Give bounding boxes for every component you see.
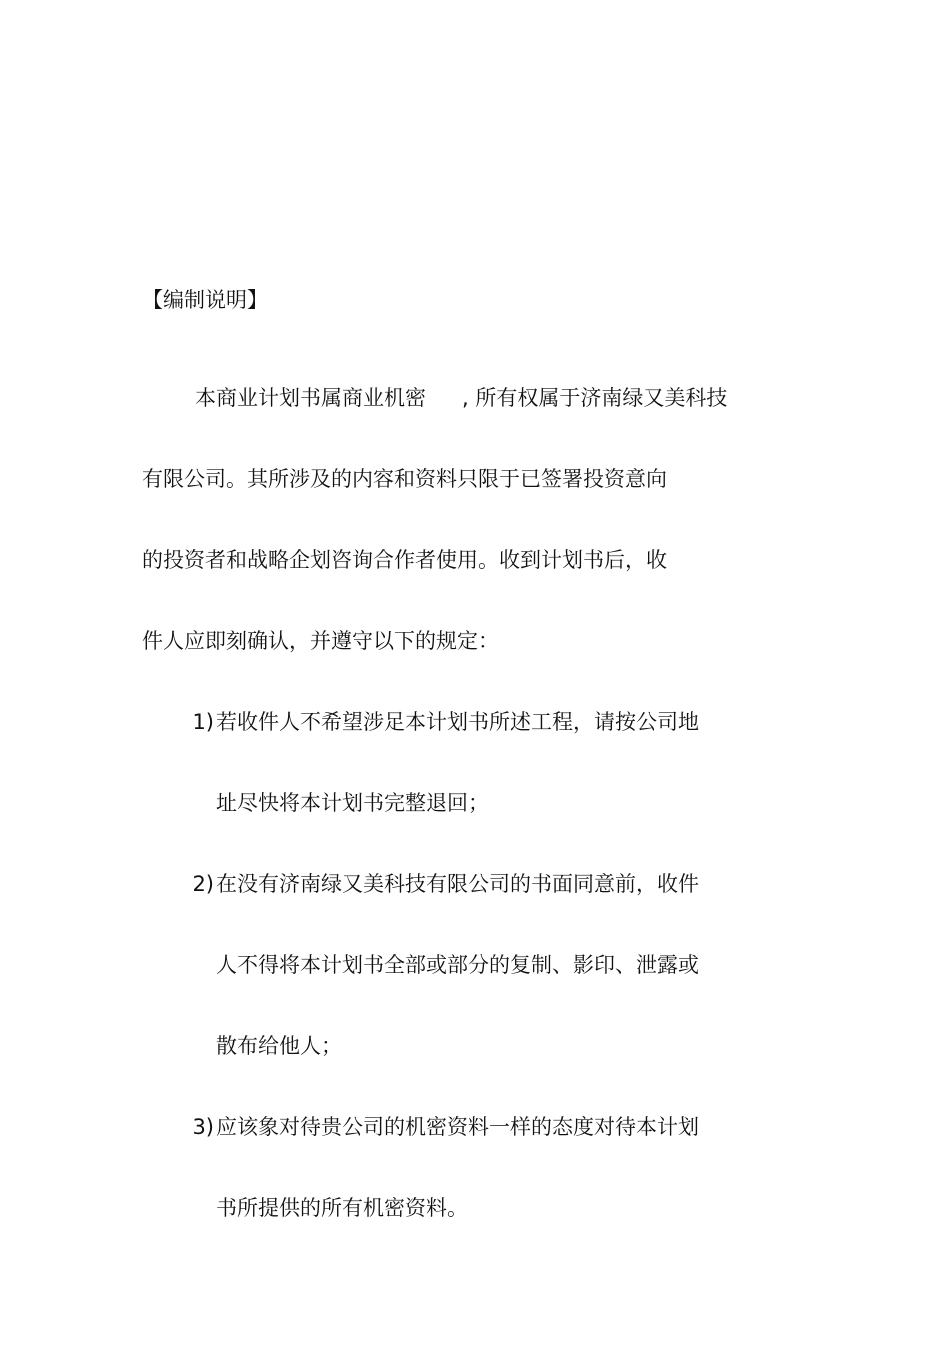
list-item-2-text-1: 在没有济南绿又美科技有限公司的书面同意前，收件	[216, 872, 699, 896]
intro-line-3: 的投资者和战略企划咨询合作者使用。收到计划书后，收	[142, 548, 667, 572]
list-item-2-line-1	[188, 870, 699, 898]
list-item-2-number: 2)	[192, 872, 214, 896]
list-item-2-line-2: 人不得将本计划书全部或部分的复制、影印、泄露或	[216, 953, 699, 977]
intro-line-1-part-2: , 所有权属于济南绿又美科技	[462, 386, 728, 410]
list-item-3-line-2: 书所提供的所有机密资料。	[216, 1196, 468, 1220]
list-item-1-line-2: 址尽快将本计划书完整退回；	[216, 791, 489, 815]
list-item-1-number: 1)	[192, 710, 214, 734]
list-item-2-line-3: 散布给他人；	[216, 1034, 342, 1058]
list-item-1-text-1: 若收件人不希望涉足本计划书所述工程，请按公司地	[216, 710, 699, 734]
intro-line-4: 件人应即刻确认，并遵守以下的规定：	[142, 629, 499, 653]
intro-line-1-part-1: 本商业计划书属商业机密	[195, 386, 426, 410]
list-item-3-line-1	[188, 1113, 699, 1141]
list-item-3-number: 3)	[192, 1115, 214, 1139]
intro-line-2: 有限公司。其所涉及的内容和资料只限于已签署投资意向	[142, 467, 667, 491]
section-heading: 【编制说明】	[142, 288, 268, 312]
list-item-1-line-1	[188, 708, 699, 736]
list-item-3-text-1: 应该象对待贵公司的机密资料一样的态度对待本计划	[216, 1115, 699, 1139]
intro-line-1	[195, 384, 727, 412]
